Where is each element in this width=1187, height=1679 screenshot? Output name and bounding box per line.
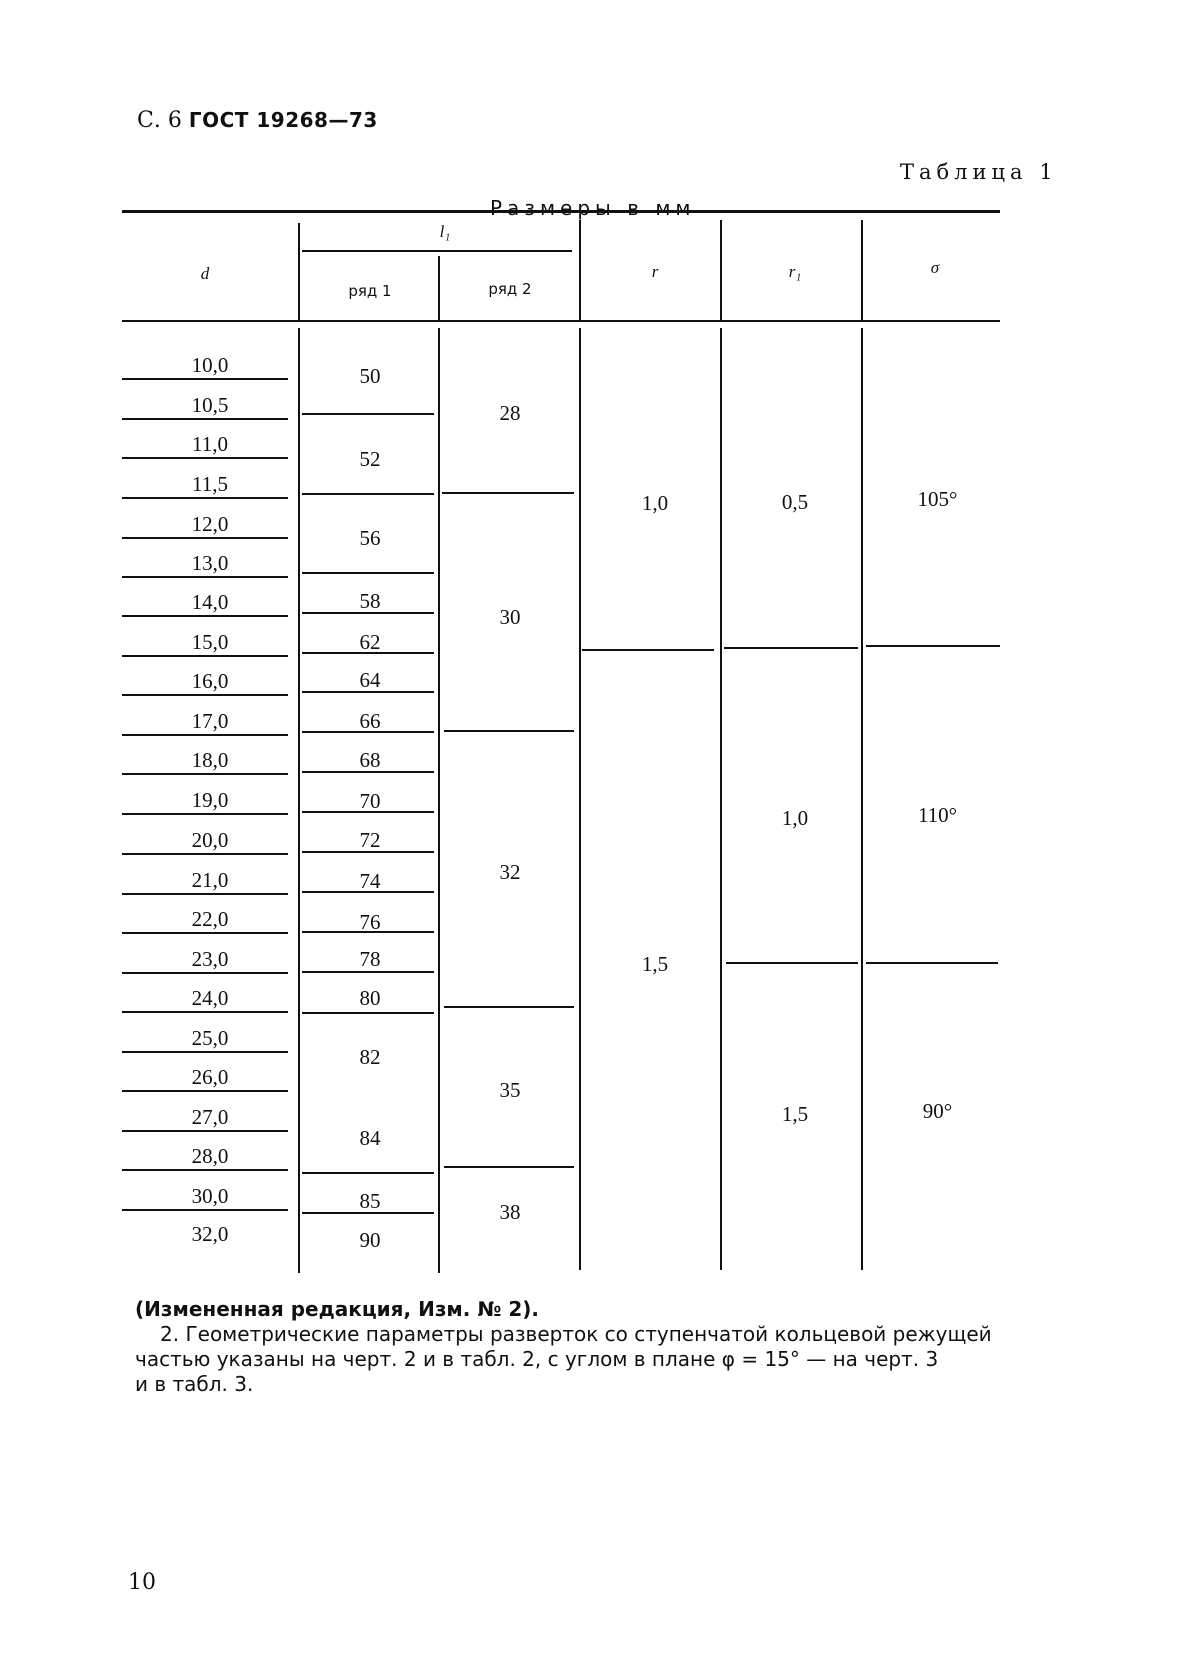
body-divider <box>438 328 440 1273</box>
col-r1-header: r₁ <box>788 262 802 281</box>
d-value: 21,0 <box>191 868 229 892</box>
d-value: 30,0 <box>191 1184 229 1208</box>
d-row-rule <box>122 734 288 736</box>
body-divider <box>861 328 863 1270</box>
d-row-rule <box>122 537 288 539</box>
row2-group-rule <box>444 1166 574 1168</box>
d-value: 25,0 <box>191 1026 229 1050</box>
row1-row-rule <box>302 971 434 973</box>
sigma-group-rule <box>866 962 998 964</box>
row2-value: 30 <box>499 605 521 629</box>
row1-row-rule <box>302 1212 434 1214</box>
row1-value: 52 <box>359 447 381 471</box>
row1-value: 62 <box>359 630 381 654</box>
d-value: 18,0 <box>191 748 229 772</box>
header-bottom-rule <box>122 320 1000 322</box>
table-units: Размеры в мм <box>490 196 696 220</box>
col-r-header: r <box>651 262 659 281</box>
d-value: 10,5 <box>191 393 229 417</box>
row1-value: 90 <box>359 1228 381 1252</box>
d-row-rule <box>122 1051 288 1053</box>
row1-row-rule <box>302 413 434 415</box>
row2-value: 32 <box>499 860 521 884</box>
sigma-value: 90° <box>922 1099 953 1123</box>
d-value: 15,0 <box>191 630 229 654</box>
row1-value: 68 <box>359 748 381 772</box>
d-row-rule <box>122 1169 288 1171</box>
d-value: 32,0 <box>191 1222 229 1246</box>
d-value: 28,0 <box>191 1144 229 1168</box>
d-row-rule <box>122 1209 288 1211</box>
row1-row-rule <box>302 771 434 773</box>
d-value: 16,0 <box>191 669 229 693</box>
d-row-rule <box>122 972 288 974</box>
row2-group-rule <box>444 730 574 732</box>
d-row-rule <box>122 1090 288 1092</box>
r1-value: 0,5 <box>781 490 809 514</box>
row1-row-rule <box>302 731 434 733</box>
col-sigma-header: σ <box>930 258 940 277</box>
row2-group-rule <box>442 492 574 494</box>
d-row-rule <box>122 497 288 499</box>
header-divider <box>720 220 722 320</box>
col-row2-header: ряд 2 <box>488 280 532 298</box>
header-divider <box>438 256 440 320</box>
page-prefix: С. 6 <box>137 108 182 133</box>
edited-note: (Измененная редакция, Изм. № 2). <box>135 1297 540 1321</box>
r1-group-rule <box>724 647 858 649</box>
d-value: 20,0 <box>191 828 229 852</box>
row1-row-rule <box>302 851 434 853</box>
r1-value: 1,5 <box>781 1102 809 1126</box>
row1-row-rule <box>302 572 434 574</box>
row2-group-rule <box>444 1006 574 1008</box>
d-row-rule <box>122 932 288 934</box>
row1-value: 70 <box>359 789 381 813</box>
note-line: и в табл. 3. <box>135 1372 254 1396</box>
header-divider <box>298 223 300 320</box>
d-row-rule <box>122 1011 288 1013</box>
d-value: 12,0 <box>191 512 229 536</box>
standard-title: ГОСТ 19268—73 <box>188 108 378 132</box>
body-divider <box>720 328 722 1270</box>
d-value: 24,0 <box>191 986 229 1010</box>
d-value: 14,0 <box>191 590 229 614</box>
d-row-rule <box>122 694 288 696</box>
d-row-rule <box>122 893 288 895</box>
row1-value: 64 <box>359 668 381 692</box>
table-top-rule <box>122 210 1000 213</box>
row1-value: 58 <box>359 589 381 613</box>
d-value: 26,0 <box>191 1065 229 1089</box>
row2-value: 28 <box>499 401 521 425</box>
d-value: 11,0 <box>192 432 228 456</box>
sigma-value: 110° <box>917 803 958 827</box>
d-value: 17,0 <box>191 709 229 733</box>
row1-value: 85 <box>359 1189 381 1213</box>
row1-value: 80 <box>359 986 381 1010</box>
table-number: Таблица 1 <box>900 160 1058 184</box>
r-group-rule <box>582 649 714 651</box>
row2-value: 35 <box>499 1078 521 1102</box>
d-value: 19,0 <box>191 788 229 812</box>
r-value: 1,0 <box>641 491 669 515</box>
d-row-rule <box>122 813 288 815</box>
row1-value: 76 <box>359 910 381 934</box>
row1-row-rule <box>302 493 434 495</box>
r1-value: 1,0 <box>781 806 809 830</box>
row1-row-rule <box>302 1172 434 1174</box>
note-line: частью указаны на черт. 2 и в табл. 2, с углом в плане φ = 15° — на черт. 3 <box>135 1347 939 1371</box>
sigma-group-rule <box>866 645 1000 647</box>
page-number: 10 <box>128 1570 156 1595</box>
d-row-rule <box>122 418 288 420</box>
row1-row-rule <box>302 612 434 614</box>
row1-row-rule <box>302 652 434 654</box>
row1-row-rule <box>302 1012 434 1014</box>
d-value: 22,0 <box>191 907 229 931</box>
d-row-rule <box>122 378 288 380</box>
d-value: 13,0 <box>191 551 229 575</box>
d-row-rule <box>122 853 288 855</box>
col-row1-header: ряд 1 <box>348 282 392 300</box>
row1-value: 50 <box>359 364 381 388</box>
d-row-rule <box>122 576 288 578</box>
d-row-rule <box>122 655 288 657</box>
d-value: 10,0 <box>191 353 229 377</box>
row1-row-rule <box>302 891 434 893</box>
d-row-rule <box>122 457 288 459</box>
d-value: 11,5 <box>192 472 228 496</box>
d-row-rule <box>122 1130 288 1132</box>
r1-group-rule <box>726 962 858 964</box>
row1-value: 66 <box>359 709 381 733</box>
row1-value: 74 <box>359 869 381 893</box>
row1-value: 56 <box>359 526 381 550</box>
row1-row-rule <box>302 811 434 813</box>
col-d-header: d <box>200 264 210 283</box>
col-l1-header: l₁ <box>439 222 451 241</box>
r-value: 1,5 <box>641 952 669 976</box>
row1-value: 84 <box>359 1126 381 1150</box>
d-row-rule <box>122 773 288 775</box>
header-divider <box>861 220 863 320</box>
row1-row-rule <box>302 931 434 933</box>
row2-value: 38 <box>499 1200 521 1224</box>
d-value: 27,0 <box>191 1105 229 1129</box>
row1-row-rule <box>302 691 434 693</box>
d-value: 23,0 <box>191 947 229 971</box>
sigma-value: 105° <box>917 487 958 511</box>
d-row-rule <box>122 615 288 617</box>
row1-value: 72 <box>359 828 381 852</box>
l1-header-rule <box>302 250 572 252</box>
body-divider <box>579 328 581 1270</box>
body-divider <box>298 328 300 1273</box>
row1-value: 82 <box>359 1045 381 1069</box>
header-divider <box>579 220 581 320</box>
row1-value: 78 <box>359 947 381 971</box>
page-header <box>137 108 378 133</box>
note-line: 2. Геометрические параметры разверток со ступенчатой кольцевой режущей <box>160 1322 992 1346</box>
